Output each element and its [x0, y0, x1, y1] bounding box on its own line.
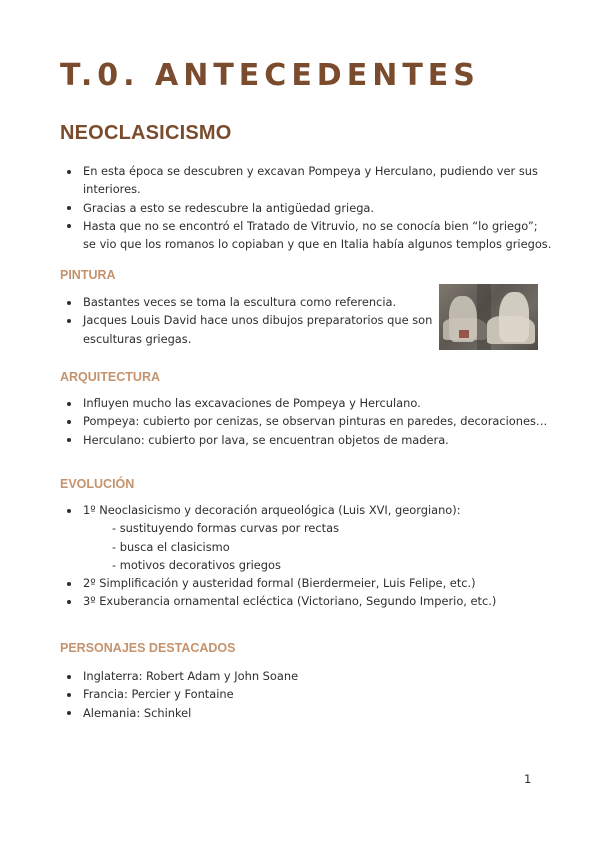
list-item: 1º Neoclasicismo y decoración arqueológica (Luis XVI, georgiano): [62, 501, 552, 519]
list-item: En esta época se descubren y excavan Pompeya y Herculano, pudiendo ver sus interiores. [62, 162, 552, 199]
heading-pintura: PINTURA [60, 268, 116, 282]
personajes-list [62, 667, 552, 722]
list-item: Pompeya: cubierto por cenizas, se observan pinturas en paredes, decoraciones… [62, 412, 552, 430]
heading-evolucion: EVOLUCIÓN [60, 477, 135, 491]
sculpture-photo [439, 284, 538, 350]
list-item: Alemania: Schinkel [62, 704, 552, 722]
section-title: NEOCLASICISMO [60, 122, 232, 144]
list-item: Jacques Louis David hace unos dibujos preparatorios que son esculturas griegas. [62, 311, 434, 348]
intro-list [62, 162, 552, 253]
list-item: Gracias a esto se redescubre la antigüedad griega. [62, 199, 552, 217]
heading-personajes: PERSONAJES DESTACADOS [60, 641, 236, 655]
list-item: Influyen mucho las excavaciones de Pompeya y Herculano. [62, 394, 552, 412]
sub-list-item: - sustituyendo formas curvas por rectas [112, 521, 340, 536]
sub-list-item: - motivos decorativos griegos [112, 557, 281, 572]
list-item: Herculano: cubierto por lava, se encuentran objetos de madera. [62, 431, 552, 449]
list-item: 3º Exuberancia ornamental ecléctica (Victoriano, Segundo Imperio, etc.) [62, 592, 552, 610]
evolucion-list [62, 501, 552, 611]
list-item: Bastantes veces se toma la escultura como referencia. [62, 293, 434, 311]
list-item: Inglaterra: Robert Adam y John Soane [62, 667, 552, 685]
pintura-list [62, 293, 434, 348]
heading-arquitectura: ARQUITECTURA [60, 370, 160, 384]
page-number: 1 [524, 772, 532, 786]
sub-list-item: - busca el clasicismo [112, 539, 230, 554]
list-item: Hasta que no se encontró el Tratado de Vitruvio, no se conocía bien “lo griego”; se vio que los romanos lo copiaban y que en Italia había algunos templos griegos. [62, 217, 552, 254]
arquitectura-list [62, 394, 552, 449]
list-item: 2º Simplificación y austeridad formal (Bierdermeier, Luis Felipe, etc.) [62, 574, 552, 592]
list-item: Francia: Percier y Fontaine [62, 685, 552, 703]
page-title: T.0. ANTECEDENTES [60, 58, 480, 93]
